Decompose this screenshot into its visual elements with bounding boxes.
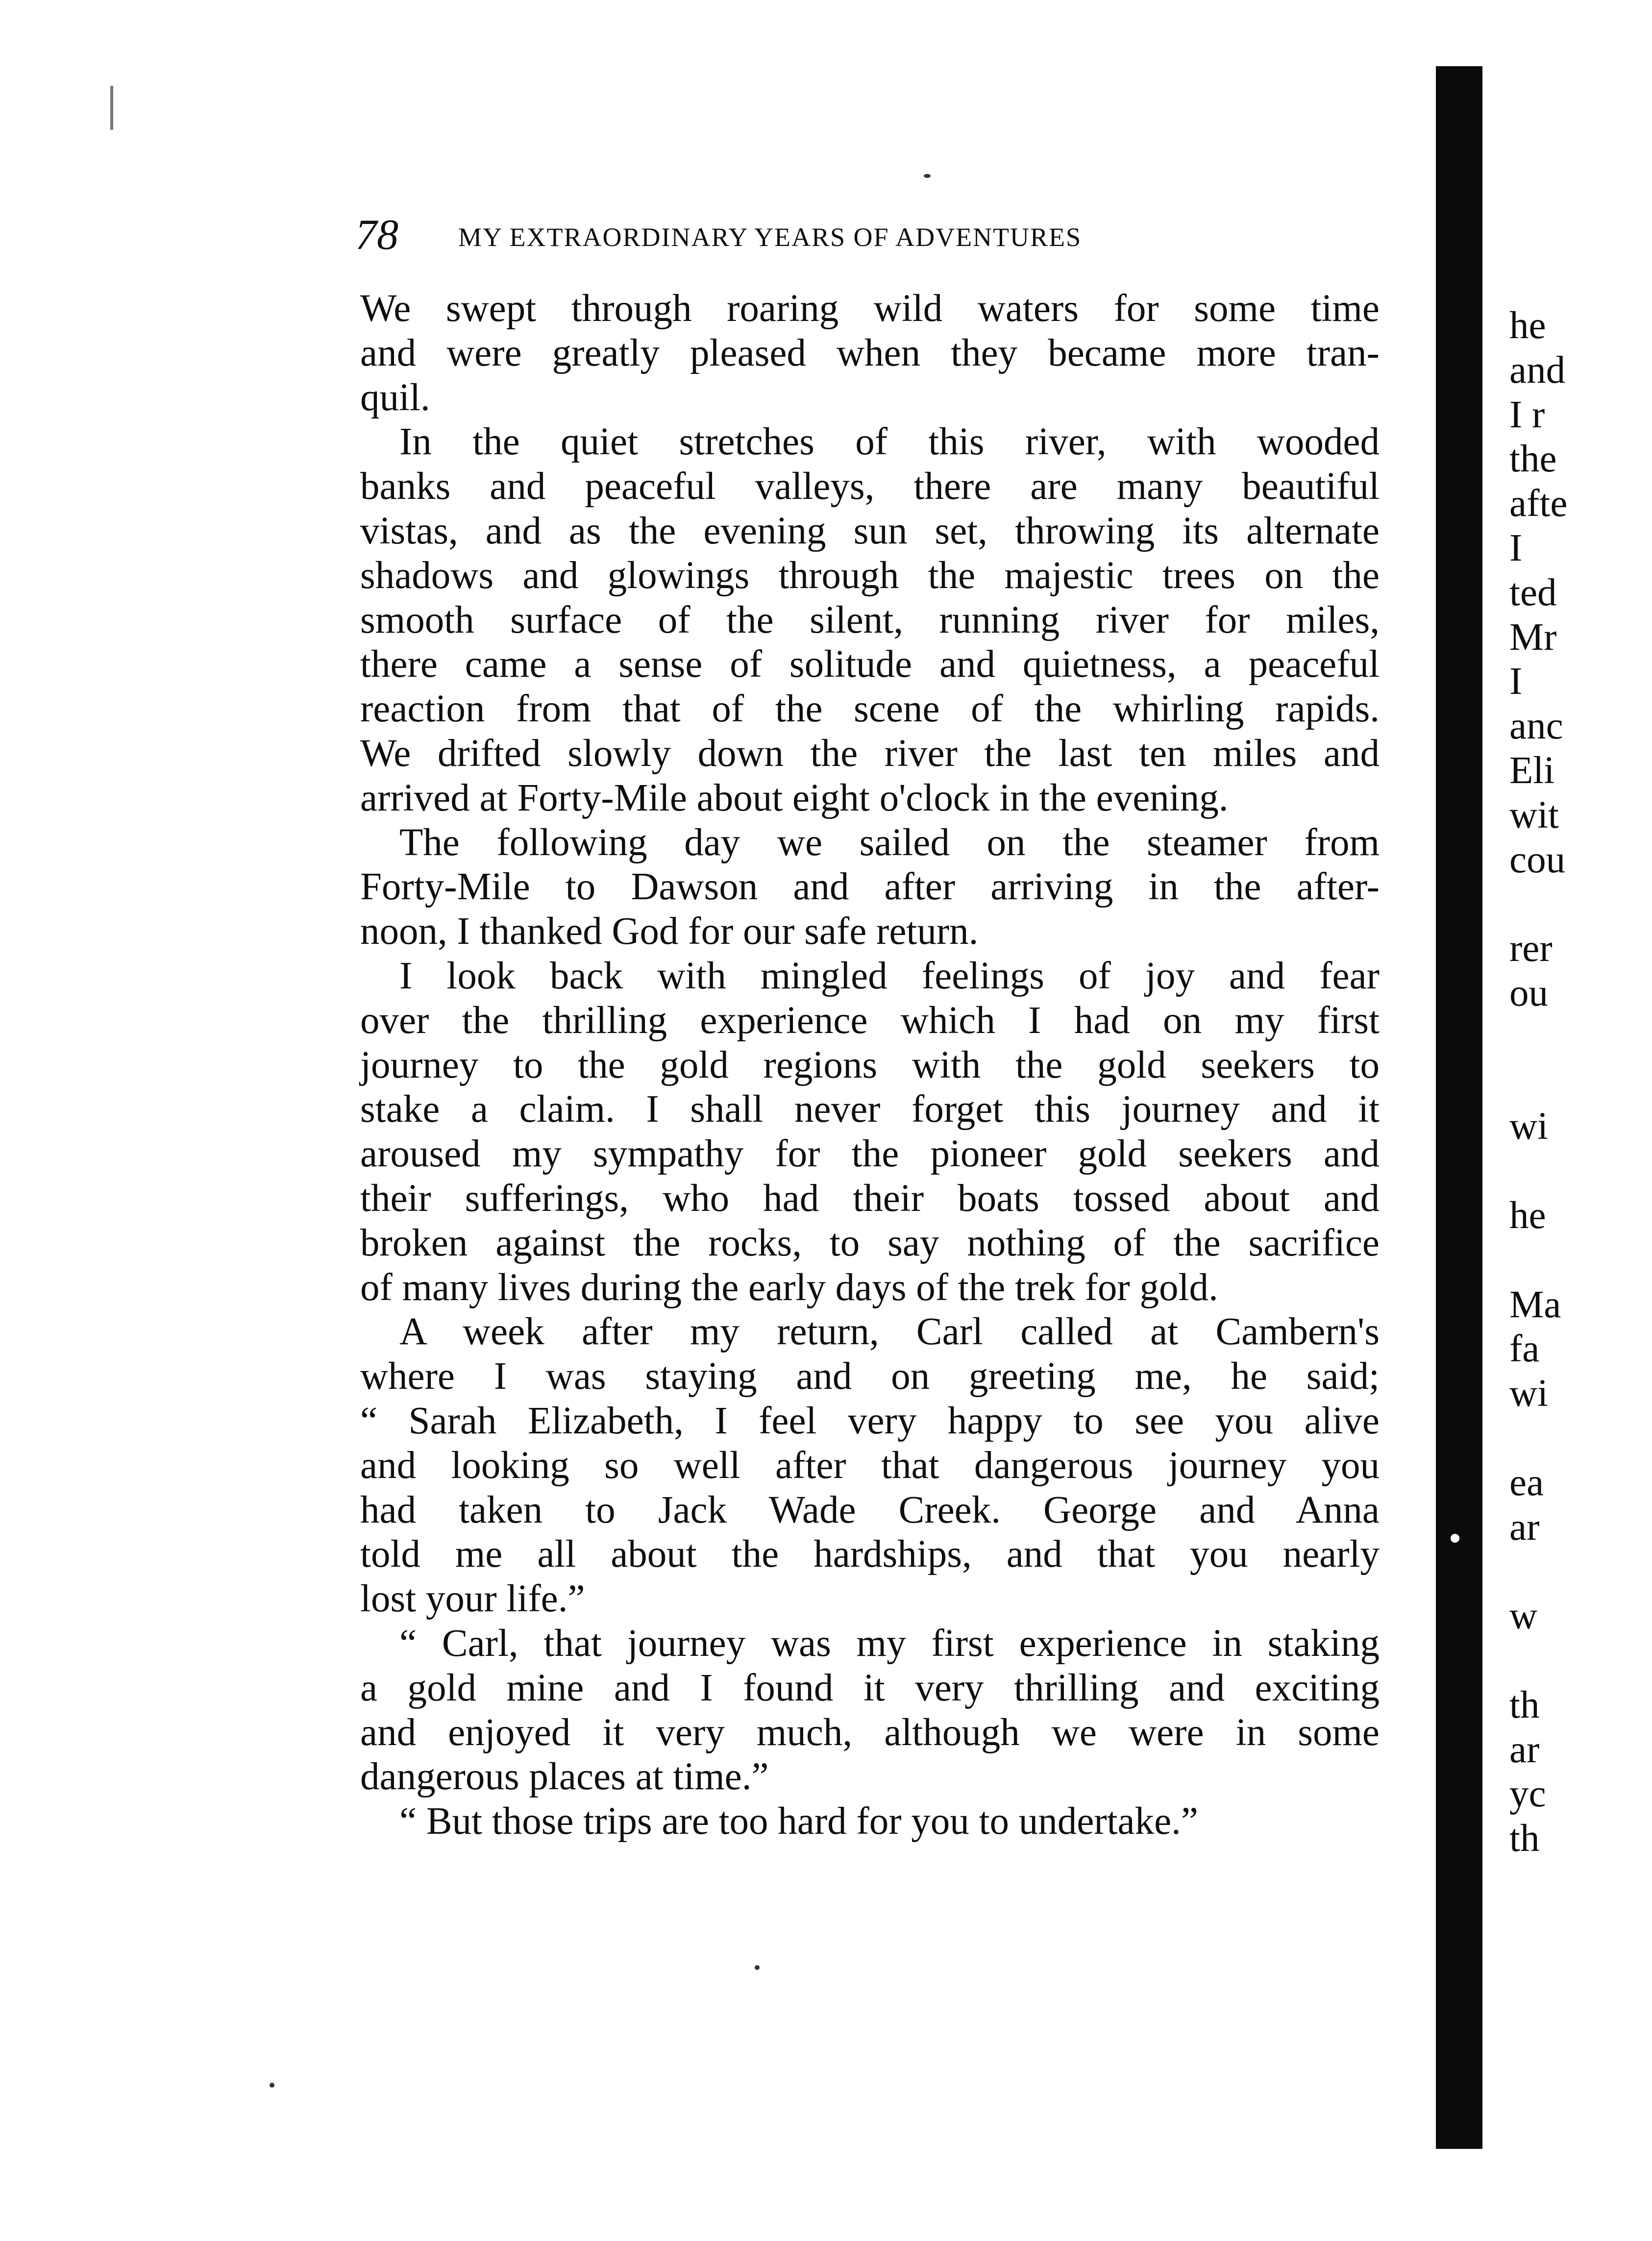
page-number: 78 <box>355 211 398 259</box>
page-header <box>355 208 1311 262</box>
text-line: broken against the rocks, to say nothing of the sacrifice <box>360 1221 1380 1264</box>
paragraph <box>360 287 1380 420</box>
text-line: had taken to Jack Wade Creek. George and Anna <box>360 1488 1380 1531</box>
facing-page-line <box>1509 1060 1637 1105</box>
text-line: shadows and glowings through the majestic trees on the <box>360 554 1380 597</box>
running-head: MY EXTRAORDINARY YEARS OF ADVENTURES <box>458 222 1082 252</box>
text-line: told me all about the hardships, and that you nearly <box>360 1533 1380 1576</box>
facing-page-line: wi <box>1509 1105 1548 1148</box>
paragraph <box>360 1622 1380 1799</box>
text-line: reaction from that of the scene of the whirling rapids. <box>360 688 1380 731</box>
facing-page-line <box>1509 1016 1637 1060</box>
text-line: and were greatly pleased when they became more tran- <box>360 331 1380 374</box>
text-line: a gold mine and I found it very thrilling and exciting <box>360 1666 1380 1709</box>
text-line: A week after my return, Carl called at Cambern's <box>399 1310 1380 1354</box>
text-line: and looking so well after that dangerous journey you <box>360 1444 1380 1487</box>
text-line: “ Carl, that journey was my first experience in staking <box>399 1622 1380 1665</box>
scan-edge-mark <box>110 86 113 130</box>
facing-page-line: Mr <box>1509 616 1557 659</box>
body-text <box>360 287 1380 1844</box>
facing-page-line <box>1509 882 1637 927</box>
text-line: their sufferings, who had their boats tossed about and <box>360 1177 1380 1220</box>
facing-page-line: ar <box>1509 1728 1540 1771</box>
text-line: “ Sarah Elizabeth, I feel very happy to see you alive <box>360 1399 1380 1442</box>
facing-page-line <box>1509 1416 1637 1461</box>
facing-page-line: cou <box>1509 838 1566 881</box>
text-line: vistas, and as the evening sun set, throwing its alternate <box>360 509 1380 552</box>
facing-page-line: ea <box>1509 1461 1544 1504</box>
facing-page-line: Eli <box>1509 749 1555 792</box>
scan-speck <box>270 2083 274 2088</box>
facing-page-line: wi <box>1509 1372 1548 1415</box>
facing-page-line: rer <box>1509 927 1553 970</box>
facing-page-line <box>1509 1550 1637 1594</box>
scan-speck <box>924 174 931 178</box>
facing-page-line: he <box>1509 1194 1546 1237</box>
text-line: and enjoyed it very much, although we were in some <box>360 1711 1380 1754</box>
text-line: “ But those trips are too hard for you to undertake.” <box>399 1800 1198 1843</box>
text-line: aroused my sympathy for the pioneer gold seekers and <box>360 1133 1380 1176</box>
facing-page-line: ar <box>1509 1505 1540 1549</box>
text-line: We swept through roaring wild waters for some time <box>360 287 1380 330</box>
text-line: lost your life.” <box>360 1577 585 1621</box>
facing-page-line: anc <box>1509 705 1563 748</box>
facing-page-line: w <box>1509 1595 1538 1638</box>
facing-page-line <box>1509 1238 1637 1283</box>
scan-speck <box>755 1965 760 1970</box>
facing-page-line: ou <box>1509 971 1548 1014</box>
facing-page-line: th <box>1509 1817 1540 1860</box>
paragraph <box>360 954 1380 1310</box>
facing-page-line: I <box>1509 526 1523 569</box>
scan-speck <box>1451 1534 1459 1543</box>
text-line: noon, I thanked God for our safe return. <box>360 910 979 953</box>
facing-page-line: afte <box>1509 482 1568 525</box>
text-line: dangerous places at time.” <box>360 1755 769 1798</box>
paragraph <box>360 1799 1380 1844</box>
facing-page-line: I <box>1509 660 1523 703</box>
text-line: where I was staying and on greeting me, he said; <box>360 1355 1380 1398</box>
facing-page-line: wit <box>1509 793 1559 837</box>
facing-page-line: and <box>1509 348 1566 392</box>
text-line: We drifted slowly down the river the last ten miles and <box>360 732 1380 775</box>
text-line: journey to the gold regions with the gold seekers to <box>360 1043 1380 1086</box>
text-line: quil. <box>360 376 430 419</box>
facing-page-line: I r <box>1509 393 1545 436</box>
facing-page-line <box>1509 1639 1637 1683</box>
facing-page-line: he <box>1509 304 1546 347</box>
text-line: arrived at Forty-Mile about eight o'clock in the evening. <box>360 776 1229 819</box>
facing-page-line: th <box>1509 1683 1540 1726</box>
facing-page-line: fa <box>1509 1328 1540 1371</box>
facing-page-line: Ma <box>1509 1283 1561 1326</box>
text-line: there came a sense of solitude and quietness, a peaceful <box>360 643 1380 686</box>
facing-page-line: ted <box>1509 571 1557 614</box>
facing-page-fragment <box>1509 304 1637 1861</box>
paragraph <box>360 1310 1380 1622</box>
text-line: stake a claim. I shall never forget this journey and it <box>360 1088 1380 1131</box>
text-line: banks and peaceful valleys, there are many beautiful <box>360 465 1380 508</box>
text-line: smooth surface of the silent, running river for miles, <box>360 598 1380 641</box>
facing-page-line <box>1509 1149 1637 1194</box>
text-line: of many lives during the early days of the trek for gold. <box>360 1266 1218 1309</box>
facing-page-line: the <box>1509 438 1557 481</box>
text-line: In the quiet stretches of this river, with wooded <box>399 420 1380 464</box>
facing-page-line: yc <box>1509 1773 1546 1816</box>
text-line: I look back with mingled feelings of joy and fear <box>399 954 1380 997</box>
paragraph <box>360 821 1380 954</box>
paragraph <box>360 420 1380 820</box>
text-line: The following day we sailed on the steamer from <box>399 821 1380 864</box>
text-line: over the thrilling experience which I had on my first <box>360 999 1380 1042</box>
book-spine-shadow <box>1436 66 1482 2149</box>
text-line: Forty-Mile to Dawson and after arriving in the after- <box>360 865 1380 909</box>
